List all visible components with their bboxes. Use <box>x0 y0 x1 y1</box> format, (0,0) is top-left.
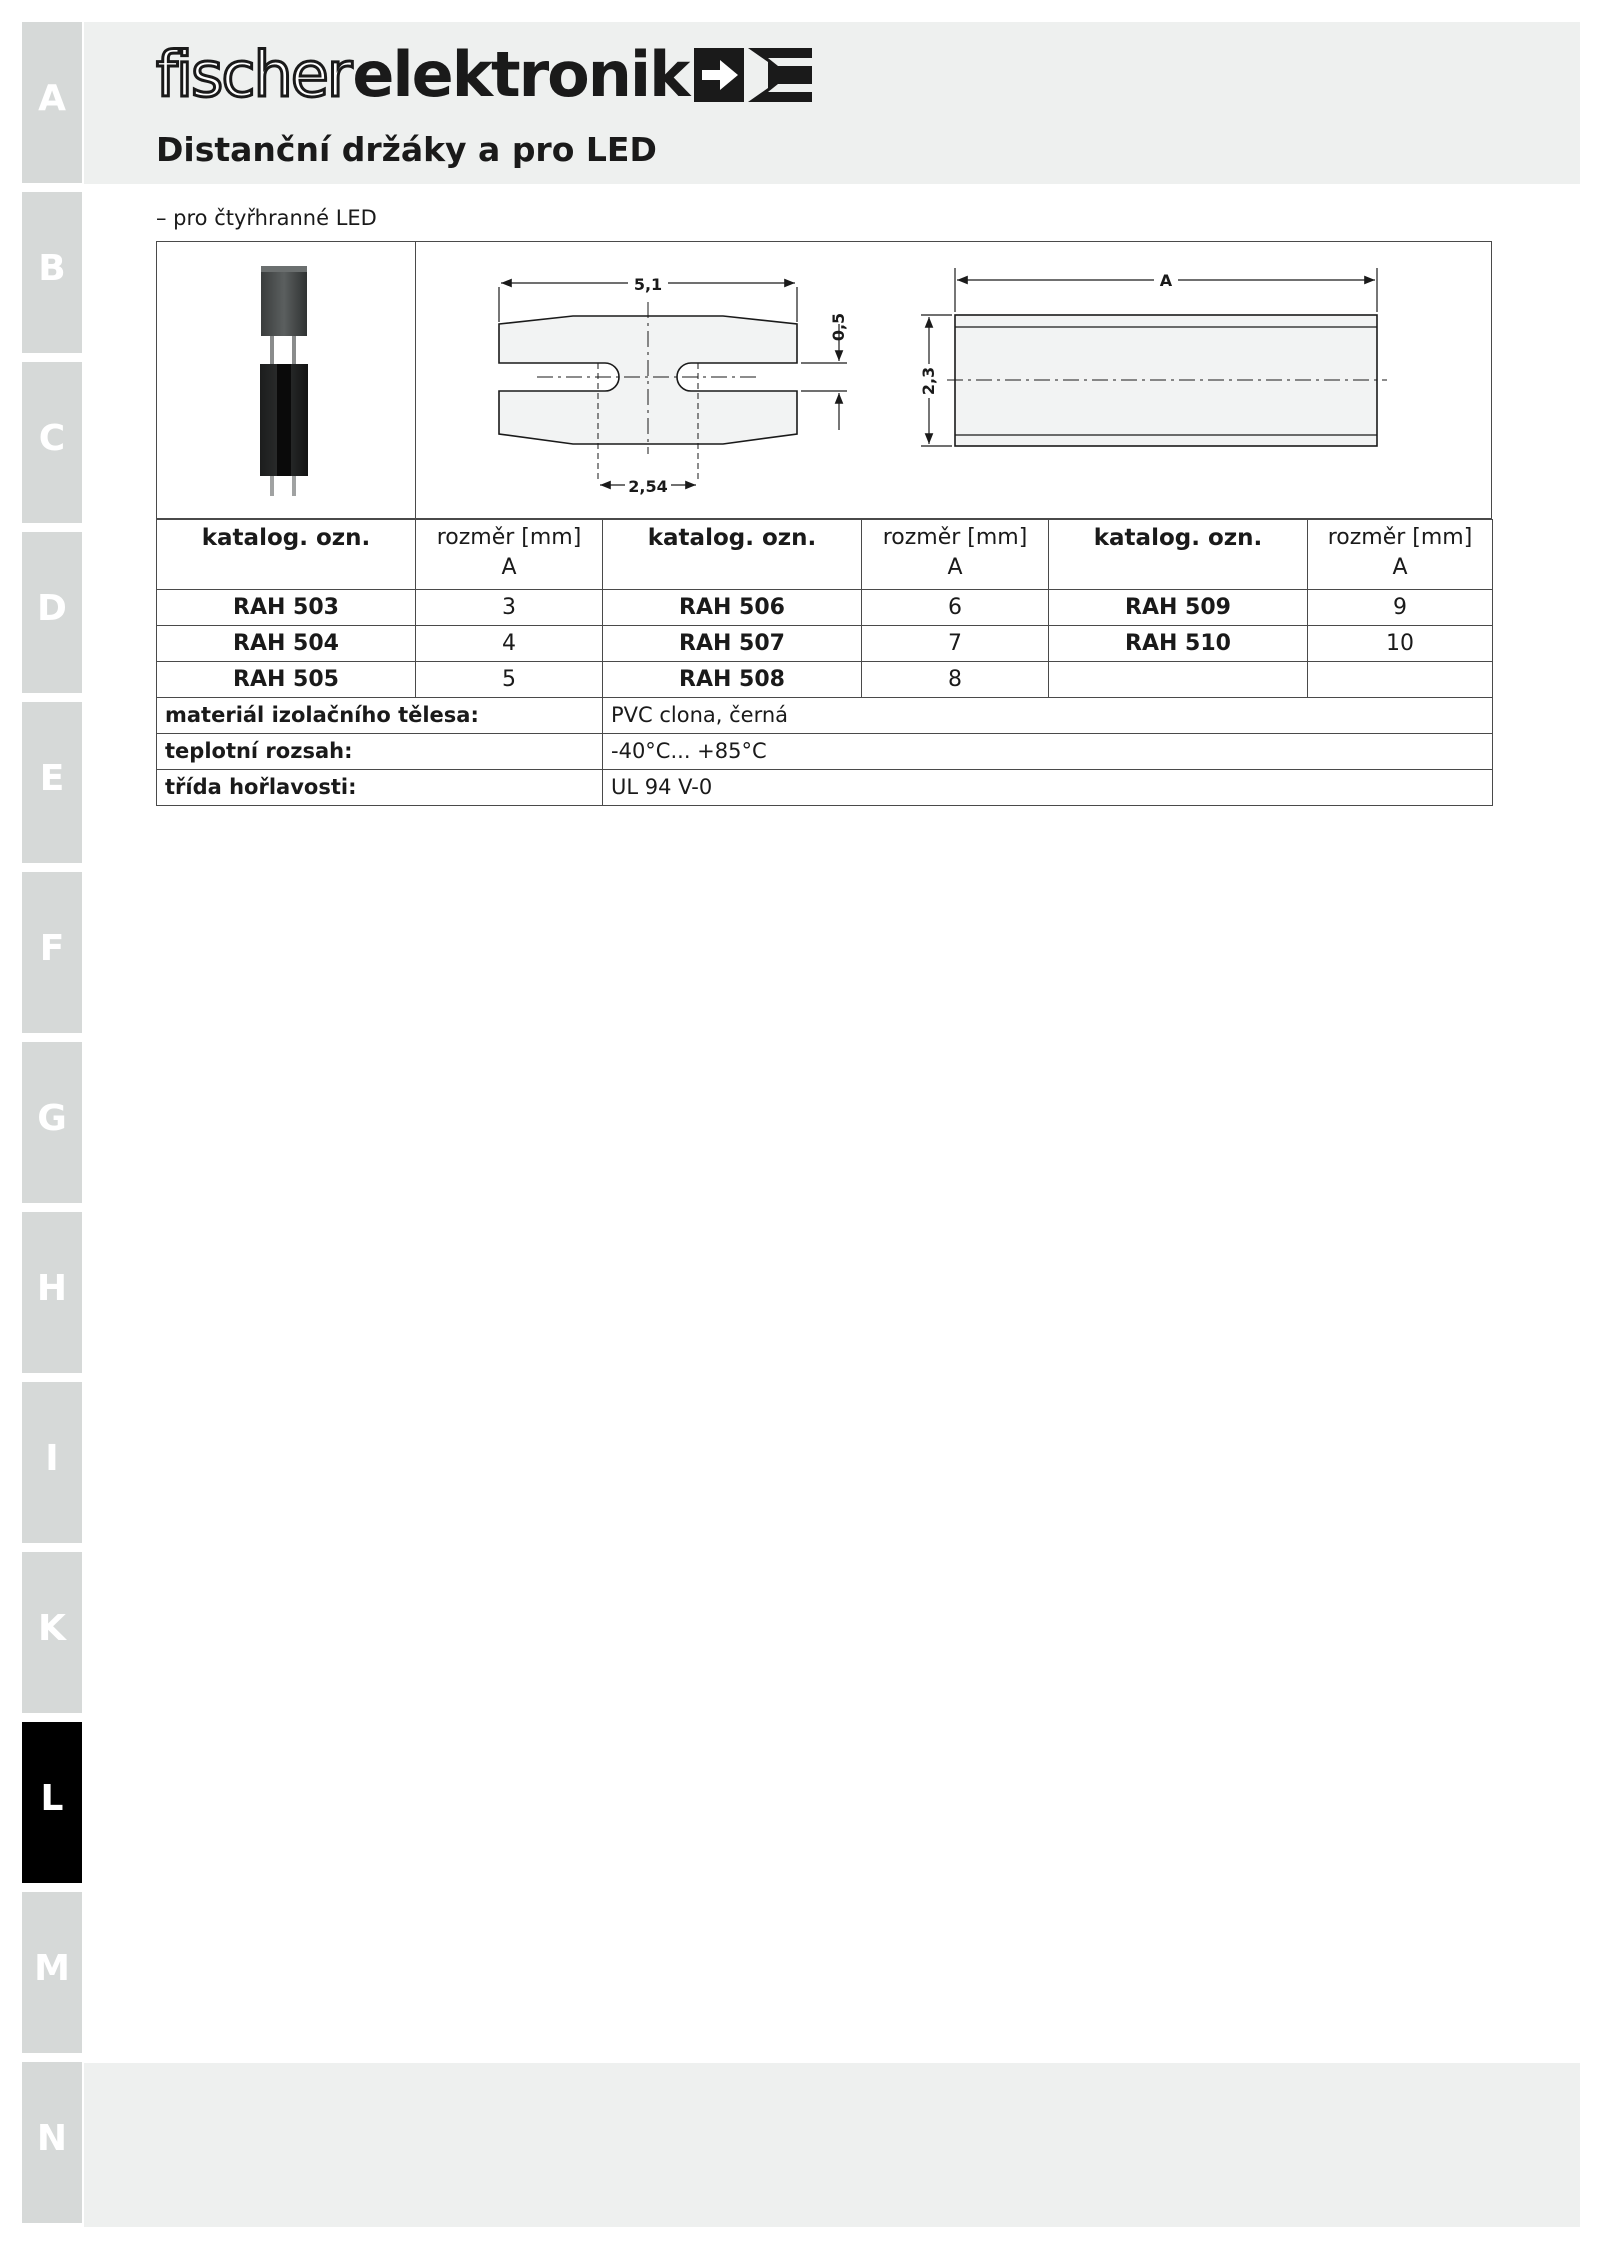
logo-text-fischer: fischer <box>156 38 351 111</box>
led-spacer-illustration <box>157 242 415 518</box>
tab-label: A <box>38 78 66 119</box>
dim-width-label: 5,1 <box>633 275 663 294</box>
catalog-number: RAH 508 <box>603 662 862 698</box>
header-catalog: katalog. ozn. <box>1049 520 1308 590</box>
catalog-number: RAH 506 <box>603 590 862 626</box>
figure-box <box>156 241 1492 519</box>
header-dimension <box>416 520 603 590</box>
property-label: třída hořlavosti: <box>157 770 603 806</box>
logo-text-elektronik: elektronik <box>352 38 689 111</box>
tab-label: E <box>39 758 65 799</box>
table-header-row <box>157 520 1493 590</box>
dim-length-label: A <box>1159 271 1173 290</box>
tab-label: D <box>37 588 67 629</box>
tab-i[interactable] <box>22 1382 82 1543</box>
header-dim-line1: rozměr [mm] <box>436 525 582 550</box>
product-photo <box>157 242 416 518</box>
catalog-number: RAH 504 <box>157 626 416 662</box>
table-row <box>157 662 1493 698</box>
dimension-a: 3 <box>416 590 603 626</box>
dimension-a: 4 <box>416 626 603 662</box>
dimension-a: 7 <box>862 626 1049 662</box>
tab-label: H <box>36 1268 68 1309</box>
tab-label: G <box>37 1098 67 1139</box>
tab-n[interactable] <box>22 2062 82 2223</box>
dimension-drawings <box>417 242 1491 518</box>
dimension-a: 9 <box>1308 590 1493 626</box>
subtitle: – pro čtyřhranné LED <box>156 206 377 230</box>
tab-e[interactable] <box>22 702 82 863</box>
header-dimension <box>862 520 1049 590</box>
header-dim-line2: A <box>1392 555 1408 580</box>
catalog-number <box>1049 662 1308 698</box>
property-value: -40°C... +85°C <box>603 734 1493 770</box>
logo-arrow-icon <box>694 46 812 104</box>
header-dim-line1: rozměr [mm] <box>882 525 1028 550</box>
tab-label: L <box>40 1778 64 1819</box>
catalog-number: RAH 510 <box>1049 626 1308 662</box>
property-label: teplotní rozsah: <box>157 734 603 770</box>
header-dim-line2: A <box>947 555 963 580</box>
header-dimension <box>1308 520 1493 590</box>
tab-label: F <box>39 928 65 969</box>
table-row <box>157 590 1493 626</box>
header-catalog: katalog. ozn. <box>603 520 862 590</box>
tab-label: B <box>38 248 66 289</box>
header-dim-line1: rozměr [mm] <box>1327 525 1473 550</box>
catalog-number: RAH 503 <box>157 590 416 626</box>
tab-label: N <box>36 2118 68 2159</box>
footer-band <box>84 2063 1580 2227</box>
dimension-a: 5 <box>416 662 603 698</box>
tab-label: I <box>45 1438 59 1479</box>
tab-k[interactable] <box>22 1552 82 1713</box>
catalog-number: RAH 505 <box>157 662 416 698</box>
tab-label: K <box>38 1608 66 1649</box>
property-value: PVC clona, černá <box>603 698 1493 734</box>
tab-h[interactable] <box>22 1212 82 1373</box>
tab-g[interactable] <box>22 1042 82 1203</box>
tab-label: C <box>38 418 66 459</box>
tab-label: M <box>34 1948 70 1989</box>
header-catalog: katalog. ozn. <box>157 520 416 590</box>
table-row <box>157 626 1493 662</box>
catalog-number: RAH 507 <box>603 626 862 662</box>
dimension-a: 8 <box>862 662 1049 698</box>
property-value: UL 94 V-0 <box>603 770 1493 806</box>
tab-l[interactable] <box>22 1722 82 1883</box>
spec-table <box>156 519 1493 806</box>
dimension-a: 10 <box>1308 626 1493 662</box>
tab-a[interactable] <box>22 22 82 183</box>
technical-drawing <box>417 242 1491 518</box>
brand-logo <box>156 40 812 110</box>
tab-d[interactable] <box>22 532 82 693</box>
page-title: Distanční držáky a pro LED <box>156 130 657 169</box>
dim-height-label: 2,3 <box>919 366 938 396</box>
tab-m[interactable] <box>22 1892 82 2053</box>
catalog-number: RAH 509 <box>1049 590 1308 626</box>
property-row-temperature <box>157 734 1493 770</box>
dimension-a <box>1308 662 1493 698</box>
header-dim-line2: A <box>501 555 517 580</box>
tab-c[interactable] <box>22 362 82 523</box>
property-row-flammability <box>157 770 1493 806</box>
tab-b[interactable] <box>22 192 82 353</box>
property-label: materiál izolačního tělesa: <box>157 698 603 734</box>
dim-slot-label: 0,5 <box>829 312 848 342</box>
tab-f[interactable] <box>22 872 82 1033</box>
dim-pitch-label: 2,54 <box>628 477 668 496</box>
property-row-material <box>157 698 1493 734</box>
dimension-a: 6 <box>862 590 1049 626</box>
